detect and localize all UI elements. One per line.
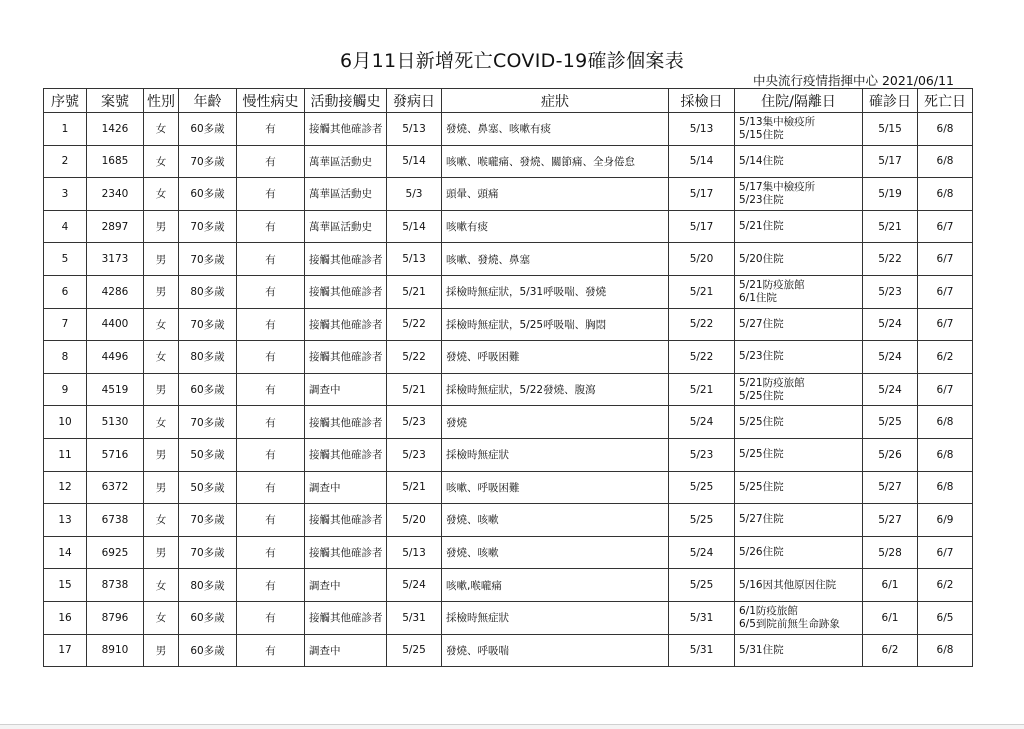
header-admission: 住院/隔離日 [735,89,863,113]
cell-sex: 女 [144,504,179,537]
cell-age: 70多歲 [179,210,237,243]
header-death: 死亡日 [918,89,973,113]
cell-chronic: 有 [237,341,305,374]
cell-seq: 16 [44,601,87,634]
cell-sex: 女 [144,341,179,374]
cell-sampling: 5/14 [669,145,735,178]
cell-confirmed: 5/15 [863,113,918,146]
cell-admission [735,113,863,146]
cell-onset: 5/24 [387,569,442,602]
cell-admission [735,308,863,341]
cell-case-no: 3173 [87,243,144,276]
cell-contact: 萬華區活動史 [305,210,387,243]
cell-chronic: 有 [237,210,305,243]
cell-chronic: 有 [237,406,305,439]
cell-case-no: 8796 [87,601,144,634]
cell-sampling: 5/24 [669,536,735,569]
table-row [44,601,973,634]
cell-admission [735,341,863,374]
cell-death: 6/8 [918,634,973,667]
cell-symptoms: 採檢時無症狀 [442,438,669,471]
cell-age: 70多歲 [179,145,237,178]
cell-seq: 14 [44,536,87,569]
cell-seq: 12 [44,471,87,504]
table-row [44,471,973,504]
cell-death: 6/8 [918,471,973,504]
cell-admission [735,569,863,602]
cell-contact: 接觸其他確診者 [305,113,387,146]
cell-age: 80多歲 [179,341,237,374]
table-row [44,308,973,341]
cell-admission [735,406,863,439]
cell-death: 6/7 [918,275,973,308]
cell-onset: 5/21 [387,275,442,308]
cell-symptoms: 發燒、鼻塞、咳嗽有痰 [442,113,669,146]
table-row [44,634,973,667]
cell-contact: 接觸其他確診者 [305,504,387,537]
cell-confirmed: 5/24 [863,341,918,374]
cell-sex: 女 [144,113,179,146]
cell-contact: 調查中 [305,373,387,406]
cell-confirmed: 5/23 [863,275,918,308]
cell-age: 50多歲 [179,438,237,471]
cell-confirmed: 5/24 [863,373,918,406]
cell-death: 6/9 [918,504,973,537]
cell-sampling: 5/20 [669,243,735,276]
cell-death: 6/7 [918,373,973,406]
cell-onset: 5/21 [387,471,442,504]
cell-admission [735,275,863,308]
cell-age: 70多歲 [179,243,237,276]
cell-sampling: 5/17 [669,178,735,211]
table-body [44,113,973,667]
cell-confirmed: 5/19 [863,178,918,211]
cell-sampling: 5/25 [669,471,735,504]
cell-contact: 接觸其他確診者 [305,308,387,341]
cell-seq: 10 [44,406,87,439]
cell-contact: 調查中 [305,634,387,667]
cell-chronic: 有 [237,308,305,341]
cell-confirmed: 5/22 [863,243,918,276]
cell-age: 60多歲 [179,178,237,211]
admission-line: 5/26住院 [739,546,784,559]
admission-line: 5/21防疫旅館 [739,376,805,389]
cell-chronic: 有 [237,438,305,471]
cell-case-no: 6925 [87,536,144,569]
cell-chronic: 有 [237,275,305,308]
cell-seq: 11 [44,438,87,471]
cell-confirmed: 5/27 [863,504,918,537]
cell-chronic: 有 [237,536,305,569]
cell-onset: 5/21 [387,373,442,406]
header-age: 年齡 [179,89,237,113]
cell-sex: 女 [144,145,179,178]
table-row [44,341,973,374]
cell-onset: 5/23 [387,438,442,471]
cell-onset: 5/20 [387,504,442,537]
cell-age: 70多歲 [179,536,237,569]
cell-contact: 接觸其他確診者 [305,536,387,569]
cell-chronic: 有 [237,601,305,634]
cell-sex: 男 [144,275,179,308]
admission-line: 5/31住院 [739,643,784,656]
cell-chronic: 有 [237,145,305,178]
cell-death: 6/7 [918,536,973,569]
cell-symptoms: 咳嗽,喉嚨痛 [442,569,669,602]
admission-line: 5/16因其他原因住院 [739,578,837,591]
cell-case-no: 4400 [87,308,144,341]
cell-sampling: 5/22 [669,308,735,341]
table-row [44,243,973,276]
cell-case-no: 2897 [87,210,144,243]
cell-case-no: 8738 [87,569,144,602]
cell-contact: 調查中 [305,471,387,504]
admission-line: 5/25住院 [739,448,784,461]
admission-line: 5/23住院 [739,350,784,363]
cell-age: 60多歲 [179,601,237,634]
admission-line: 5/25住院 [739,480,784,493]
cell-sex: 男 [144,210,179,243]
cell-contact: 接觸其他確診者 [305,406,387,439]
cell-sex: 女 [144,308,179,341]
cell-seq: 8 [44,341,87,374]
cell-sampling: 5/25 [669,569,735,602]
cell-admission [735,438,863,471]
cell-sex: 男 [144,634,179,667]
cell-confirmed: 5/27 [863,471,918,504]
cell-seq: 3 [44,178,87,211]
cell-admission [735,178,863,211]
cell-admission [735,536,863,569]
cell-admission [735,145,863,178]
cell-onset: 5/3 [387,178,442,211]
cell-sex: 女 [144,178,179,211]
cell-death: 6/8 [918,178,973,211]
cell-symptoms: 發燒、呼吸喘 [442,634,669,667]
admission-line: 5/25住院 [739,415,784,428]
table-row [44,275,973,308]
cell-sex: 女 [144,406,179,439]
cell-sex: 女 [144,601,179,634]
cell-onset: 5/31 [387,601,442,634]
admission-line: 5/21住院 [739,220,784,233]
cell-chronic: 有 [237,178,305,211]
cell-age: 80多歲 [179,275,237,308]
cell-sex: 男 [144,471,179,504]
cell-admission [735,471,863,504]
cell-sampling: 5/31 [669,634,735,667]
table-row [44,406,973,439]
cell-chronic: 有 [237,634,305,667]
cell-symptoms: 發燒 [442,406,669,439]
page-bottom-edge [0,724,1024,729]
cell-age: 60多歲 [179,634,237,667]
cell-contact: 接觸其他確診者 [305,243,387,276]
cell-case-no: 5130 [87,406,144,439]
cell-death: 6/2 [918,569,973,602]
cell-death: 6/5 [918,601,973,634]
cell-contact: 接觸其他確診者 [305,601,387,634]
cell-sex: 男 [144,373,179,406]
admission-line: 5/17集中檢疫所 [739,180,816,193]
cell-chronic: 有 [237,471,305,504]
header-onset: 發病日 [387,89,442,113]
header-case-no: 案號 [87,89,144,113]
cell-symptoms: 咳嗽有痰 [442,210,669,243]
cell-seq: 6 [44,275,87,308]
cell-symptoms: 發燒、呼吸困難 [442,341,669,374]
table-row [44,373,973,406]
admission-line: 5/13集中檢疫所 [739,115,816,128]
cell-symptoms: 採檢時無症狀 [442,601,669,634]
cell-age: 80多歲 [179,569,237,602]
table-row [44,113,973,146]
cell-age: 70多歲 [179,308,237,341]
page-title: 6月11日新增死亡COVID-19確診個案表 [339,50,685,72]
admission-line: 5/15住院 [739,128,784,141]
table-row [44,145,973,178]
cell-admission [735,210,863,243]
cell-confirmed: 5/25 [863,406,918,439]
cell-onset: 5/23 [387,406,442,439]
cell-chronic: 有 [237,373,305,406]
admission-line: 5/23住院 [739,193,784,206]
cell-confirmed: 5/17 [863,145,918,178]
cell-seq: 9 [44,373,87,406]
cell-contact: 接觸其他確診者 [305,341,387,374]
cell-symptoms: 採檢時無症狀，5/31呼吸喘、發燒 [442,275,669,308]
cell-symptoms: 採檢時無症狀，5/25呼吸喘、胸悶 [442,308,669,341]
cases-table [43,88,973,667]
cell-death: 6/7 [918,243,973,276]
cell-sex: 男 [144,438,179,471]
admission-line: 5/27住院 [739,317,784,330]
cell-sampling: 5/13 [669,113,735,146]
cell-death: 6/7 [918,308,973,341]
cell-case-no: 1685 [87,145,144,178]
cell-chronic: 有 [237,113,305,146]
cell-confirmed: 6/2 [863,634,918,667]
cell-sex: 男 [144,536,179,569]
cell-admission [735,373,863,406]
cell-sampling: 5/31 [669,601,735,634]
cell-sex: 女 [144,569,179,602]
cell-seq: 2 [44,145,87,178]
cell-seq: 13 [44,504,87,537]
header-contact: 活動接觸史 [305,89,387,113]
cell-admission [735,243,863,276]
cell-case-no: 4286 [87,275,144,308]
header-confirmed: 確診日 [863,89,918,113]
header-chronic: 慢性病史 [237,89,305,113]
table-row [44,438,973,471]
table-row [44,504,973,537]
header-sex: 性別 [144,89,179,113]
admission-line: 5/20住院 [739,252,784,265]
cell-symptoms: 採檢時無症狀，5/22發燒、腹瀉 [442,373,669,406]
cell-chronic: 有 [237,569,305,602]
cell-contact: 接觸其他確診者 [305,275,387,308]
cell-case-no: 6738 [87,504,144,537]
cell-symptoms: 頭暈、頭痛 [442,178,669,211]
cell-symptoms: 發燒、咳嗽 [442,504,669,537]
cell-chronic: 有 [237,243,305,276]
cell-contact: 接觸其他確診者 [305,438,387,471]
admission-line: 5/25住院 [739,389,784,402]
admission-line: 6/1防疫旅館 [739,604,798,617]
cell-case-no: 4496 [87,341,144,374]
cell-case-no: 1426 [87,113,144,146]
table-row [44,210,973,243]
cell-seq: 7 [44,308,87,341]
cell-death: 6/8 [918,113,973,146]
admission-line: 5/27住院 [739,513,784,526]
table-header-row [44,89,973,113]
cell-sex: 男 [144,243,179,276]
cell-seq: 1 [44,113,87,146]
cell-death: 6/8 [918,406,973,439]
cell-death: 6/2 [918,341,973,374]
cell-onset: 5/25 [387,634,442,667]
table-row [44,536,973,569]
admission-line: 6/1住院 [739,291,777,304]
cell-onset: 5/14 [387,210,442,243]
cell-death: 6/7 [918,210,973,243]
cell-admission [735,504,863,537]
cell-sampling: 5/21 [669,275,735,308]
cell-case-no: 8910 [87,634,144,667]
cell-admission [735,601,863,634]
cell-onset: 5/22 [387,341,442,374]
header-seq: 序號 [44,89,87,113]
cell-case-no: 6372 [87,471,144,504]
cell-sampling: 5/22 [669,341,735,374]
cell-onset: 5/14 [387,145,442,178]
cell-confirmed: 5/21 [863,210,918,243]
cell-onset: 5/13 [387,536,442,569]
cell-case-no: 4519 [87,373,144,406]
cell-age: 60多歲 [179,373,237,406]
cell-confirmed: 6/1 [863,601,918,634]
cell-age: 50多歲 [179,471,237,504]
cell-age: 60多歲 [179,113,237,146]
cell-symptoms: 咳嗽、呼吸困難 [442,471,669,504]
admission-line: 5/21防疫旅館 [739,278,805,291]
admission-line: 5/14住院 [739,154,784,167]
cell-sampling: 5/24 [669,406,735,439]
cell-seq: 17 [44,634,87,667]
cell-confirmed: 6/1 [863,569,918,602]
cell-seq: 5 [44,243,87,276]
cell-contact: 萬華區活動史 [305,178,387,211]
cell-symptoms: 咳嗽、發燒、鼻塞 [442,243,669,276]
cell-case-no: 5716 [87,438,144,471]
cell-onset: 5/13 [387,113,442,146]
header-symptoms: 症狀 [442,89,669,113]
cell-symptoms: 咳嗽、喉嚨痛、發燒、關節痛、全身倦怠 [442,145,669,178]
cell-age: 70多歲 [179,504,237,537]
cell-sampling: 5/21 [669,373,735,406]
cell-contact: 萬華區活動史 [305,145,387,178]
cell-seq: 15 [44,569,87,602]
cell-confirmed: 5/24 [863,308,918,341]
cell-death: 6/8 [918,438,973,471]
cell-symptoms: 發燒、咳嗽 [442,536,669,569]
admission-line: 6/5到院前無生命跡象 [739,617,840,630]
cell-death: 6/8 [918,145,973,178]
cell-seq: 4 [44,210,87,243]
cell-sampling: 5/25 [669,504,735,537]
cell-age: 70多歲 [179,406,237,439]
cell-onset: 5/13 [387,243,442,276]
cell-contact: 調查中 [305,569,387,602]
cell-confirmed: 5/26 [863,438,918,471]
cell-admission [735,634,863,667]
cell-chronic: 有 [237,504,305,537]
cell-sampling: 5/17 [669,210,735,243]
table-row [44,178,973,211]
header-sampling: 採檢日 [669,89,735,113]
issuer-date: 中央流行疫情指揮中心 2021/06/11 [752,73,954,88]
cell-onset: 5/22 [387,308,442,341]
table-row [44,569,973,602]
cell-confirmed: 5/28 [863,536,918,569]
cell-case-no: 2340 [87,178,144,211]
cell-sampling: 5/23 [669,438,735,471]
